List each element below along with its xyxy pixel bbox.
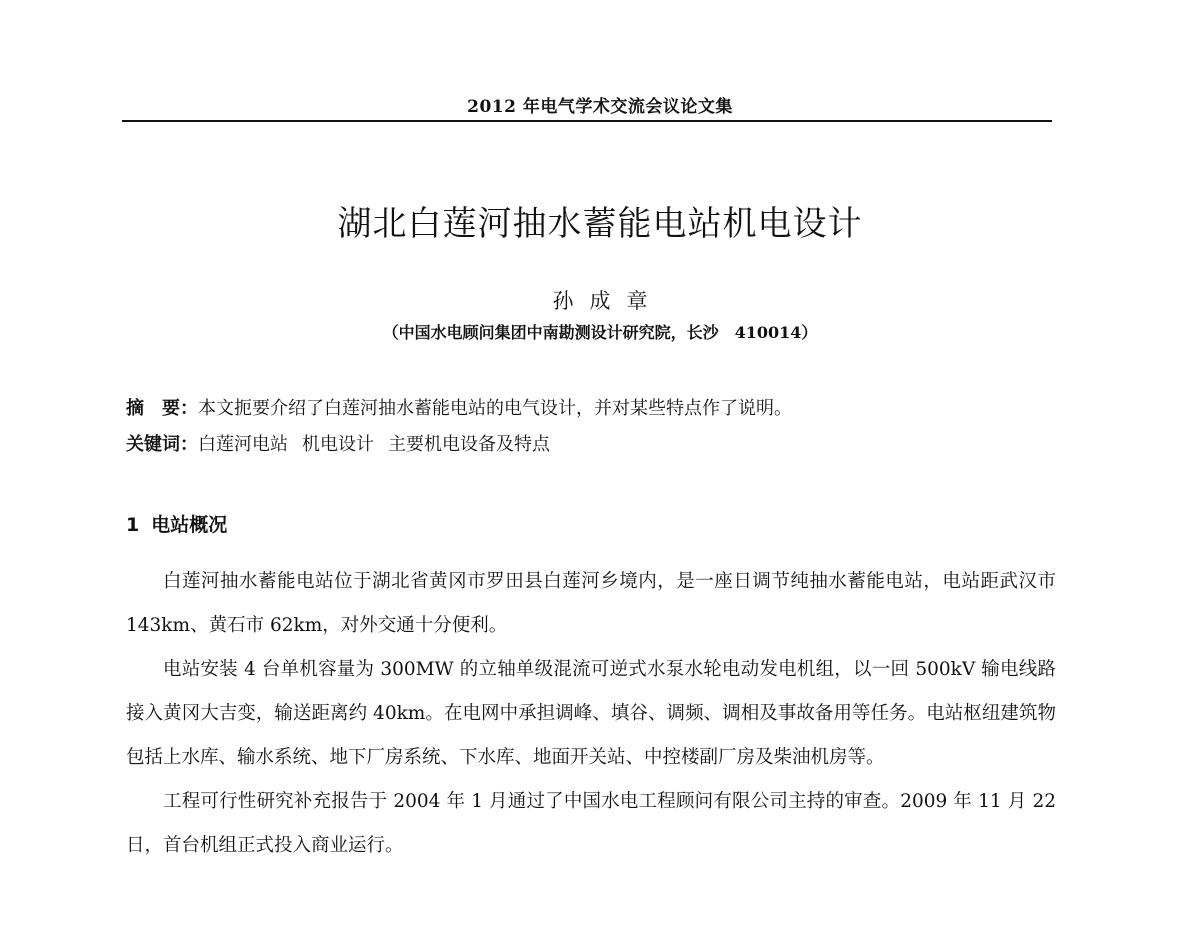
abstract-text: 本文扼要介绍了白莲河抽水蓄能电站的电气设计，并对某些特点作了说明。 — [198, 398, 792, 419]
keywords-label: 关键词： — [126, 434, 198, 455]
article-title: 湖北白莲河抽水蓄能电站机电设计 — [337, 204, 863, 244]
section-heading — [126, 510, 227, 537]
keyword-item: 白莲河电站 — [198, 434, 288, 455]
body-paragraph: 白莲河抽水蓄能电站位于湖北省黄冈市罗田县白莲河乡境内，是一座日调节纯抽水蓄能电站，电站距武汉市 143km、黄石市 62km，对外交通十分便利。 — [126, 571, 1056, 636]
running-header: 2012 年电气学术交流会议论文集 — [467, 97, 733, 117]
author-affiliation: （中国水电顾问集团中南勘测设计研究院，长沙 410014） — [382, 323, 818, 342]
header-rule — [122, 120, 1052, 122]
keywords — [126, 430, 1066, 456]
author-name: 孙成章 — [552, 289, 664, 313]
abstract — [126, 394, 1066, 420]
body-paragraph: 电站安装 4 台单机容量为 300MW 的立轴单级混流可逆式水泵水轮电动发电机组，以一回 500kV 输电线路接入黄冈大吉变，输送距离约 40km。在电网中承担调峰、填谷、调频、调相及事故备用等任务。电站枢纽建筑物包括上水库、输水系统、地下厂房系统、下水库、地面开关站、中控楼副厂房及柴油机房等。 — [126, 659, 1056, 768]
body-paragraph: 工程可行性研究补充报告于 2004 年 1 月通过了中国水电工程顾问有限公司主持的审查。2009 年 11 月 22 日，首台机组正式投入商业运行。 — [126, 791, 1056, 856]
section-body — [126, 560, 1056, 868]
abstract-label: 摘 要： — [126, 398, 198, 419]
section-number: 1 — [126, 514, 140, 536]
keyword-item: 机电设计 — [302, 434, 374, 455]
keyword-item: 主要机电设备及特点 — [388, 434, 550, 455]
section-title: 电站概况 — [151, 514, 228, 536]
